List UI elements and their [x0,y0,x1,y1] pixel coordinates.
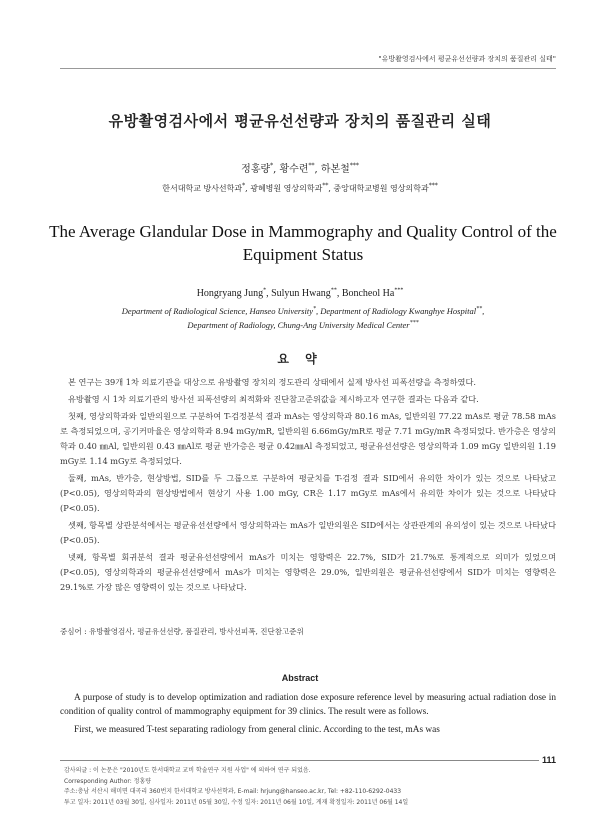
header-rule [60,68,556,69]
korean-title: 유방촬영검사에서 평균유선선량과 장치의 품질관리 실태 [108,112,492,130]
affiliation-mark: ** [322,182,329,190]
english-abstract-heading: Abstract [281,673,319,683]
english-authors: Hongryang Jung*, Sulyun Hwang**, Boncheol Ha*** [196,287,404,299]
footnote-line: 감사의글 : 이 논문은 "2010년도 한서대학교 교비 학술연구 지원 사업" 에 의하여 연구 되었음. [64,767,311,774]
affiliation-name: Department of Radiological Science, Hanseo University [121,306,313,316]
korean-affiliations: 한서대학교 방사선학과*, 광혜병원 영상의학과**, 중앙대학교병원 영상의학과*** [162,182,438,193]
affiliation-name: 중앙대학교병원 영상의학과 [333,184,429,193]
author-mark: *** [394,287,404,294]
author-name: Sulyun Hwang [271,288,331,299]
affiliation-mark: * [242,182,246,190]
footnote-rule [60,760,550,761]
korean-abstract-body [60,375,556,597]
english-abstract-body [60,691,556,741]
author-name: 황수련 [279,164,309,175]
abstract-paragraph: 셋째, 항목별 상관분석에서는 평균유선선량에서 영상의학과는 mAs가 일반의원은 SID에서는 상관관계의 유의성이 있는 것으로 나타났다(P<0.05). [60,520,556,545]
keywords: 중심어 : 유방촬영검사, 평균유선선량, 품질관리, 방사선피폭, 진단참고준위 [60,627,304,636]
author-mark: ** [308,162,315,170]
korean-abstract-heading: 요 약 [277,352,323,366]
abstract-paragraph: 유방촬영 시 1차 의료기관의 방사선 피폭선량의 최적화와 진단참고준위값을 제시하고자 연구한 결과는 다음과 같다. [68,394,479,404]
page-number: 111 [539,755,556,765]
affiliation-mark: * [313,306,316,313]
author-mark: * [270,162,274,170]
author-name: 하본철 [320,164,350,175]
abstract-paragraph: 넷째, 항목별 회귀분석 결과 평균유선선량에서 mAs가 미치는 영향력은 22.7%, SID가 21.7%로 통계적으로 의미가 있었으며(P<0.05), 영상의학과의 평균유선선량에서 mAs가 미치는 영향력은 29.0%, 일반의원은 평균유선선량에서 SID가 미치는 영향력은 29.1%로 가장 많은 영향력이 있는 것으로 나타났다. [60,552,556,592]
abstract-paragraph: A purpose of study is to develop optimization and radiation dose exposure reference level by measuring actual radiation dose in condition of quality control of mammography equipment for 39 clinics. The result were as follows. [60,693,556,717]
author-name: Hongryang Jung [196,288,264,299]
affiliation-name: 광혜병원 영상의학과 [250,184,323,193]
korean-authors: 정홍량*, 황수련**, 하본철*** [241,162,359,175]
abstract-paragraph: 둘째, mAs, 반가층, 현상방법, SID를 두 그룹으로 구분하여 평균치를 T-검정 결과 SID에서 유의한 차이가 있는 것으로 나타났고(P<0.05), 영상의학과의 현상방법에서 현상기 사용 1.00 mGy, CR은 1.17 mGy로 mAs에서 유의한 차이가 있는 것으로 나타났다(P<0.05). [60,473,556,513]
affiliation-name: Department of Radiology, Chung-Ang University Medical Center [187,320,410,330]
abstract-paragraph: First, we measured T-test separating radiology from general clinic. According to the test, mAs was [74,725,440,735]
footnote-line: Corresponding Author: 정홍량 [64,777,152,785]
author-name: 정홍량 [241,164,271,175]
footnote-line: 주소:충남 서산시 해미면 대곡리 360번지 한서대학교 방사선학과, E-mail: hrjung@hanseo.ac.kr, Tel: +82-110-6292-0433 [64,788,402,795]
author-mark: ** [330,287,337,294]
affiliation-mark: *** [428,182,438,190]
running-header: "유방촬영검사에서 평균유선선량과 장치의 품질관리 실태" [378,55,556,63]
english-affiliations: Department of Radiological Science, Hanseo University*, Department of Radiology Kwanghye Hospital**, Department of Radiology, Chung-Ang University Medical Center*** [121,306,485,330]
author-mark: * [263,287,267,294]
footnote-line: 투고 일자: 2011년 03월 30일, 심사일자: 2011년 05월 30일, 수정 일자: 2011년 06월 10일, 게재 확정일자: 2011년 06월 14일 [64,798,409,806]
affiliation-name: 한서대학교 방사선학과 [162,184,243,193]
author-mark: *** [349,162,359,170]
english-title: The Average Glandular Dose in Mammography and Quality Control of the Equipment Status [49,222,557,264]
affiliation-mark: ** [476,306,483,313]
abstract-paragraph: 본 연구는 39개 1차 의료기관을 대상으로 유방촬영 장치의 정도관리 상태에서 실제 방사선 피폭선량을 측정하였다. [68,377,476,387]
author-name: Boncheol Ha [341,288,395,299]
abstract-paragraph: 첫째, 영상의학과와 일반의원으로 구분하여 T-검정분석 결과 mAs는 영상의학과 80.16 mAs, 일반의원 77.22 mAs로 평균 78.58 mAs로 측정되었으며, 공기커마율은 영상의학과 8.94 mGy/mR, 일반의원 6.66mGy/mR로 평균 7.71 mGy/mR 측정되었다. 반가층은 영상의학과 0.40 ㎜Al, 일반의원 0.43 ㎜Al로 평균 반가층은 평균 0.42㎜Al 측정되었고, 평균유선선량은 영상의학과 1.09 mGy 일반의원 1.19 mGy로 1.14 mGy로 측정되었다. [60,411,556,466]
affiliation-mark: *** [409,320,419,327]
footnote [64,766,550,808]
affiliation-name: Department of Radiology Kwanghye Hospital [320,306,477,316]
